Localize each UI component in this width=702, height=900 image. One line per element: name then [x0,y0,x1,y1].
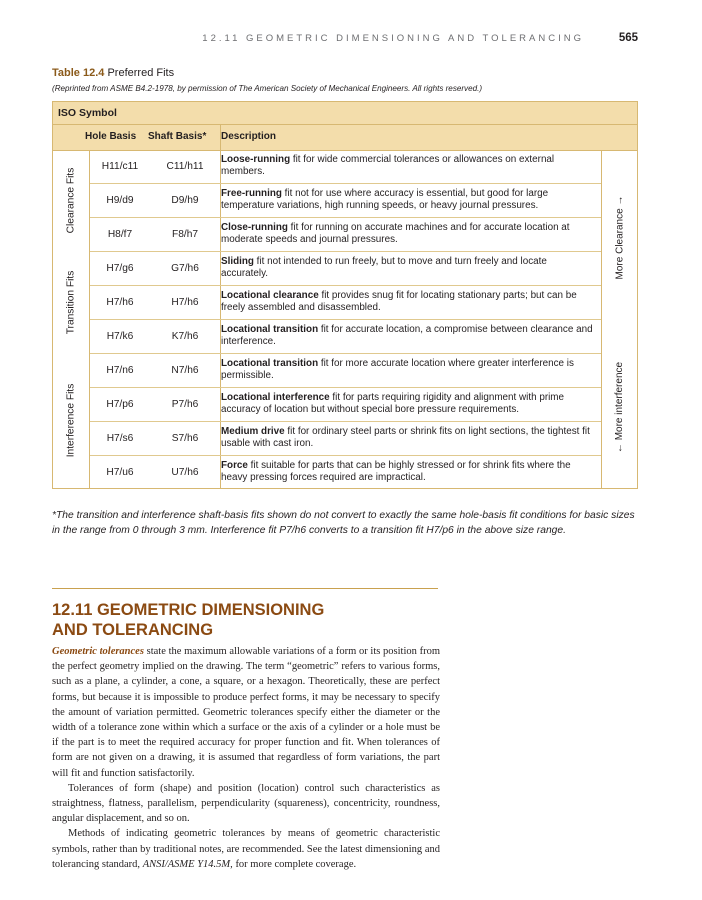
table-row [90,388,601,422]
iso-symbol-header [53,102,637,125]
column-header-shaft-basis: Shaft Basis* [148,131,207,142]
shaft-basis-cell: H7/h6 [171,297,199,308]
section-title: 12.11 GEOMETRIC DIMENSIONING AND TOLERANCING [52,601,325,639]
running-head-section: 12.11 GEOMETRIC DIMENSIONING AND TOLERANCING [202,33,584,44]
hole-basis-cell: H11/c11 [101,161,139,172]
shaft-basis-cell: N7/h6 [171,365,199,376]
hole-basis-cell: H7/g6 [106,263,134,274]
table-number: Table 12.4 [52,67,105,79]
description-cell: Free-running fit not for use where accuracy is essential, but good for large temperature variations, high running speeds, or heavy journal pressures. [221,188,549,212]
more-interference-label: ← More interference [614,361,626,453]
shaft-basis-cell: C11/h11 [166,161,204,172]
iso-symbol-label: ISO Symbol [58,107,117,119]
fit-name: Close-running [221,222,288,233]
hole-basis-cell: H7/s6 [106,433,134,444]
group-label-interference: Interference Fits [65,383,77,458]
shaft-basis-cell: F8/h7 [171,229,199,240]
shaft-basis-cell: P7/h6 [171,399,199,410]
running-head [0,33,702,47]
table-row [90,252,601,286]
fit-name: Loose-running [221,154,291,165]
table-row [90,320,601,354]
column-header-hole-basis: Hole Basis [85,131,137,142]
table-title: Preferred Fits [107,67,175,79]
paragraph: Tolerances of form (shape) and position (location) control such characteristics as straightness, flatness, parallelism, perpendicularity (squareness), concentricity, roundness, angular displacement, and so on. [52,782,440,825]
description-cell: Medium drive fit for ordinary steel parts or shrink fits on light sections, the tightest fit usable with cast iron. [221,426,590,450]
section-body [52,644,440,872]
table-permission-note: (Reprinted from ASME B4.2-1978, by permission of The American Society of Mechanical Engineers. All rights reserved.) [52,84,483,93]
fit-name: Locational transition [221,358,319,369]
fit-name: Sliding [221,256,254,267]
table-row [90,354,601,388]
description-cell: Locational transition fit for more accurate location where greater interference is permissible. [221,358,574,382]
preferred-fits-table [52,101,638,489]
more-clearance-label: More Clearance → [614,195,626,279]
hole-basis-cell: H8/f7 [107,229,133,240]
hole-basis-cell: H9/d9 [106,195,134,206]
description-cell: Sliding fit not intended to run freely, but to move and turn freely and locate accurately. [221,256,547,280]
table-row [90,286,601,320]
section-rule [52,588,438,589]
fit-name: Free-running [221,188,282,199]
description-cell: Locational clearance fit provides snug fit for locating stationary parts; but can be freely assembled and disassembled. [221,290,577,314]
shaft-basis-cell: U7/h6 [171,467,199,478]
shaft-basis-cell: G7/h6 [171,263,199,274]
paragraph: Methods of indicating geometric tolerances by means of geometric characteristic symbols, rather than by traditional notes, are recommended. See the latest dimensioning and tolerancing standard, ANSI/ASME Y14.5M, for more complete coverage. [52,828,440,870]
hole-basis-cell: H7/u6 [106,467,134,478]
table-footnote: *The transition and interference shaft-basis fits shown do not convert to exactly the same hole-basis fit conditions for basic sizes in the range from 0 through 3 mm. Interference fit P7/h6 converts to a transition fit H7/p6 in the above size range. [52,510,635,536]
page-number: 565 [618,32,638,44]
column-header-description: Description [221,131,277,142]
description-cell: Close-running fit for running on accurate machines and for accurate location at moderate speeds and journal pressures. [221,222,570,246]
fit-name: Medium drive [221,426,285,437]
shaft-basis-cell: K7/h6 [171,331,199,342]
fit-name: Locational clearance [221,290,319,301]
description-cell: Locational transition fit for accurate location, a compromise between clearance and interference. [221,324,593,348]
hole-basis-cell: H7/h6 [106,297,134,308]
table-row [90,422,601,456]
description-cell: Force fit suitable for parts that can be highly stressed or for shrink fits where the heavy pressing forces required are impractical. [221,460,571,484]
column-header-row [53,125,637,151]
shaft-basis-cell: S7/h6 [171,433,199,444]
standard-reference: ANSI/ASME Y14.5M, [142,858,233,870]
table-row [90,150,601,184]
hole-basis-cell: H7/n6 [106,365,134,376]
description-cell: Loose-running fit for wide commercial tolerances or allowances on external members. [221,154,555,178]
paragraph: Geometric tolerances state the maximum allowable variations of a form or its position from the perfect geometry implied on the drawing. The term “geometric” refers to various forms, such as a plane, a cylinder, a cone, a square, or a hexagon. Theoretically, these are perfect forms, but because it is impossible to produce perfect forms, it may be necessary to specify the amount of variation permitted. Geometric tolerances specify either the diameter or the width of a tolerance zone within which a surface or the axis of a cylinder or a hole must be if the part is to meet the required accuracy for proper function and fit. When tolerances of form are not given on a drawing, it is assumed that regardless of form variations, the part will fit and function satisfactorily. [52,646,440,779]
fit-name: Locational interference [221,392,330,403]
group-label-transition: Transition Fits [65,270,77,334]
fit-name: Locational transition [221,324,319,335]
description-cell: Locational interference fit for parts requiring rigidity and alignment with prime accuracy of location but without special bore pressure requirements. [221,392,565,416]
hole-basis-cell: H7/p6 [106,399,134,410]
group-label-clearance: Clearance Fits [65,167,77,234]
table-row [90,218,601,252]
table-row [90,184,601,218]
table-row [90,456,601,490]
shaft-basis-cell: D9/h9 [171,195,199,206]
hole-basis-cell: H7/k6 [106,331,134,342]
table-caption [52,67,174,79]
fit-name: Force [221,460,248,471]
key-term: Geometric tolerances [52,646,144,657]
